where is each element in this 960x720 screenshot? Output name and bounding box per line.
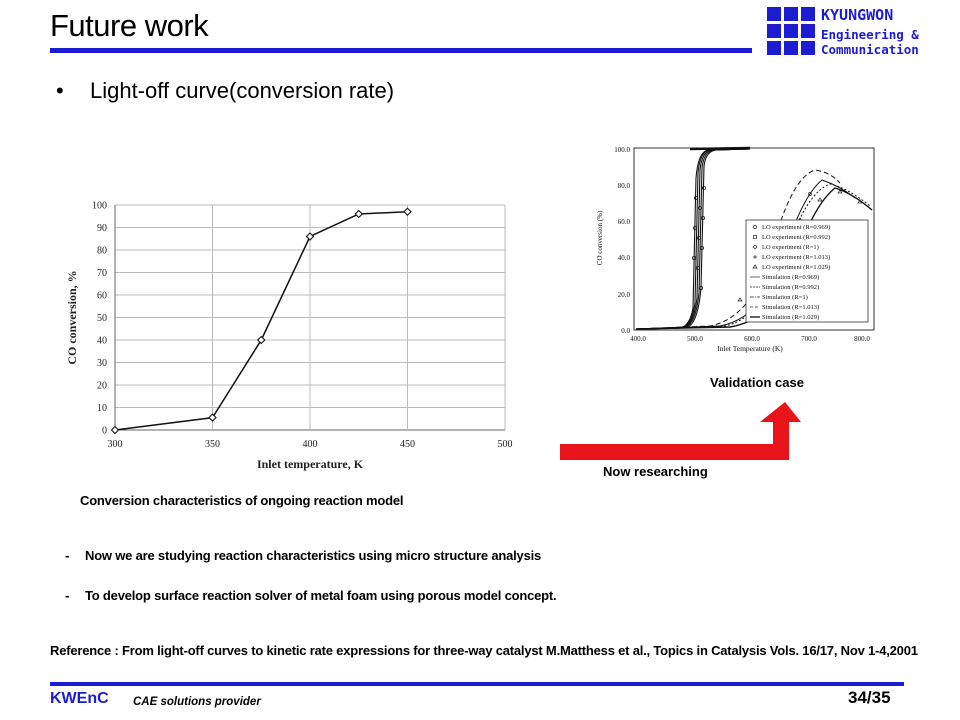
- chart-x-tick: 450: [400, 439, 415, 450]
- bullet-heading: Light-off curve(conversion rate): [90, 78, 395, 103]
- chart-y-tick: 100: [92, 200, 107, 212]
- validation-x-tick: 400.0: [630, 335, 646, 343]
- chart-data-point: [404, 208, 411, 215]
- validation-x-tick: 600.0: [744, 335, 760, 343]
- logo-line-2: Engineering &: [821, 27, 919, 42]
- chart-data-point: [355, 211, 362, 218]
- validation-y-tick: 0.0: [621, 327, 630, 335]
- light-off-chart: [60, 190, 520, 475]
- chart-y-tick: 80: [97, 245, 107, 257]
- chart-y-tick: 40: [97, 335, 107, 347]
- chart-x-label: Inlet temperature, K: [256, 457, 364, 471]
- chart-x-ticks: [108, 439, 513, 450]
- logo-grid-icon: [767, 7, 815, 55]
- chart-data-point: [258, 337, 265, 344]
- validation-y-tick: 100.0: [614, 146, 630, 154]
- red-bent-arrow-icon: [555, 400, 805, 464]
- footer-brand: KWEnC: [50, 690, 109, 707]
- chart-y-tick: 20: [97, 380, 107, 392]
- chart-data-point: [209, 414, 216, 421]
- validation-figure: [590, 138, 880, 360]
- logo-line-3: Communication: [821, 42, 919, 57]
- bullet-line: [65, 588, 556, 603]
- validation-y-tick: 40.0: [617, 254, 630, 262]
- validation-x-tick: 700.0: [801, 335, 817, 343]
- validation-legend-entry: LO experiment (R=0.992): [762, 234, 831, 241]
- chart-caption: Conversion characteristics of ongoing reaction model: [80, 493, 404, 508]
- bullet-text: Now we are studying reaction characteristics using micro structure analysis: [85, 548, 542, 563]
- chart-y-tick: 30: [97, 358, 107, 369]
- bullet-text: To develop surface reaction solver of metal foam using porous model concept.: [85, 588, 557, 603]
- reference-text: Reference : From light-off curves to kinetic rate expressions for three-way catalyst M.Matthess et al., Topics in Catalysis Vols. 16/17, Nov 1-4,2001: [50, 643, 918, 658]
- chart-y-ticks: [92, 201, 107, 437]
- chart-y-tick: 70: [97, 268, 107, 279]
- footer-tagline: CAE solutions provider: [133, 696, 261, 708]
- validation-x-tick: 800.0: [854, 335, 870, 343]
- page-number: 34/35: [848, 688, 891, 707]
- bullet-dash: -: [65, 588, 70, 603]
- chart-y-tick: 10: [97, 403, 107, 414]
- validation-legend-entry: LO experiment (R=1): [762, 244, 819, 251]
- chart-x-tick: 500: [497, 439, 513, 450]
- chart-y-tick: 50: [97, 313, 107, 324]
- validation-case-label: Validation case: [710, 375, 804, 390]
- validation-y-tick: 60.0: [617, 218, 630, 226]
- chart-x-tick: 400: [302, 439, 318, 450]
- logo-line-1: KYUNGWON: [821, 6, 894, 24]
- chart-y-tick: 0: [102, 425, 107, 437]
- validation-legend-entry: LO experiment (R=1.013): [762, 254, 831, 261]
- slide-title: Future work: [50, 8, 209, 43]
- validation-x-label: Inlet Temperature (K): [717, 344, 783, 353]
- chart-y-tick: 90: [97, 223, 107, 234]
- validation-legend-entry: LO experiment (R=0.969): [762, 224, 831, 231]
- title-rule: [50, 48, 752, 53]
- validation-legend-entry: Simulation (R=1.029): [762, 314, 820, 321]
- bullet-dot-icon: •: [56, 78, 64, 103]
- chart-y-label: CO conversion, %: [65, 270, 79, 365]
- chart-x-tick: 350: [205, 439, 220, 450]
- chart-data-point: [112, 427, 119, 434]
- validation-x-tick: 500.0: [687, 335, 703, 343]
- chart-data-point: [307, 233, 314, 240]
- validation-y-tick: 80.0: [617, 182, 630, 190]
- chart-series-points: [112, 208, 412, 433]
- validation-y-tick: 20.0: [617, 291, 630, 299]
- bullet-dash: -: [65, 548, 70, 563]
- chart-x-tick: 300: [107, 439, 123, 450]
- footer-rule: [50, 682, 904, 686]
- validation-legend-entry: Simulation (R=1): [762, 294, 808, 301]
- validation-y-label: CO conversion (%): [596, 210, 604, 266]
- validation-legend-entry: Simulation (R=0.969): [762, 274, 820, 281]
- validation-legend-entry: LO experiment (R=1.029): [762, 264, 831, 271]
- validation-legend-entry: Simulation (R=1.013): [762, 304, 820, 311]
- bullet-line: [65, 548, 541, 563]
- chart-y-tick: 60: [97, 290, 107, 302]
- chart-series-line: [115, 212, 408, 430]
- now-researching-label: Now researching: [603, 464, 708, 479]
- validation-legend-entry: Simulation (R=0.992): [762, 284, 820, 291]
